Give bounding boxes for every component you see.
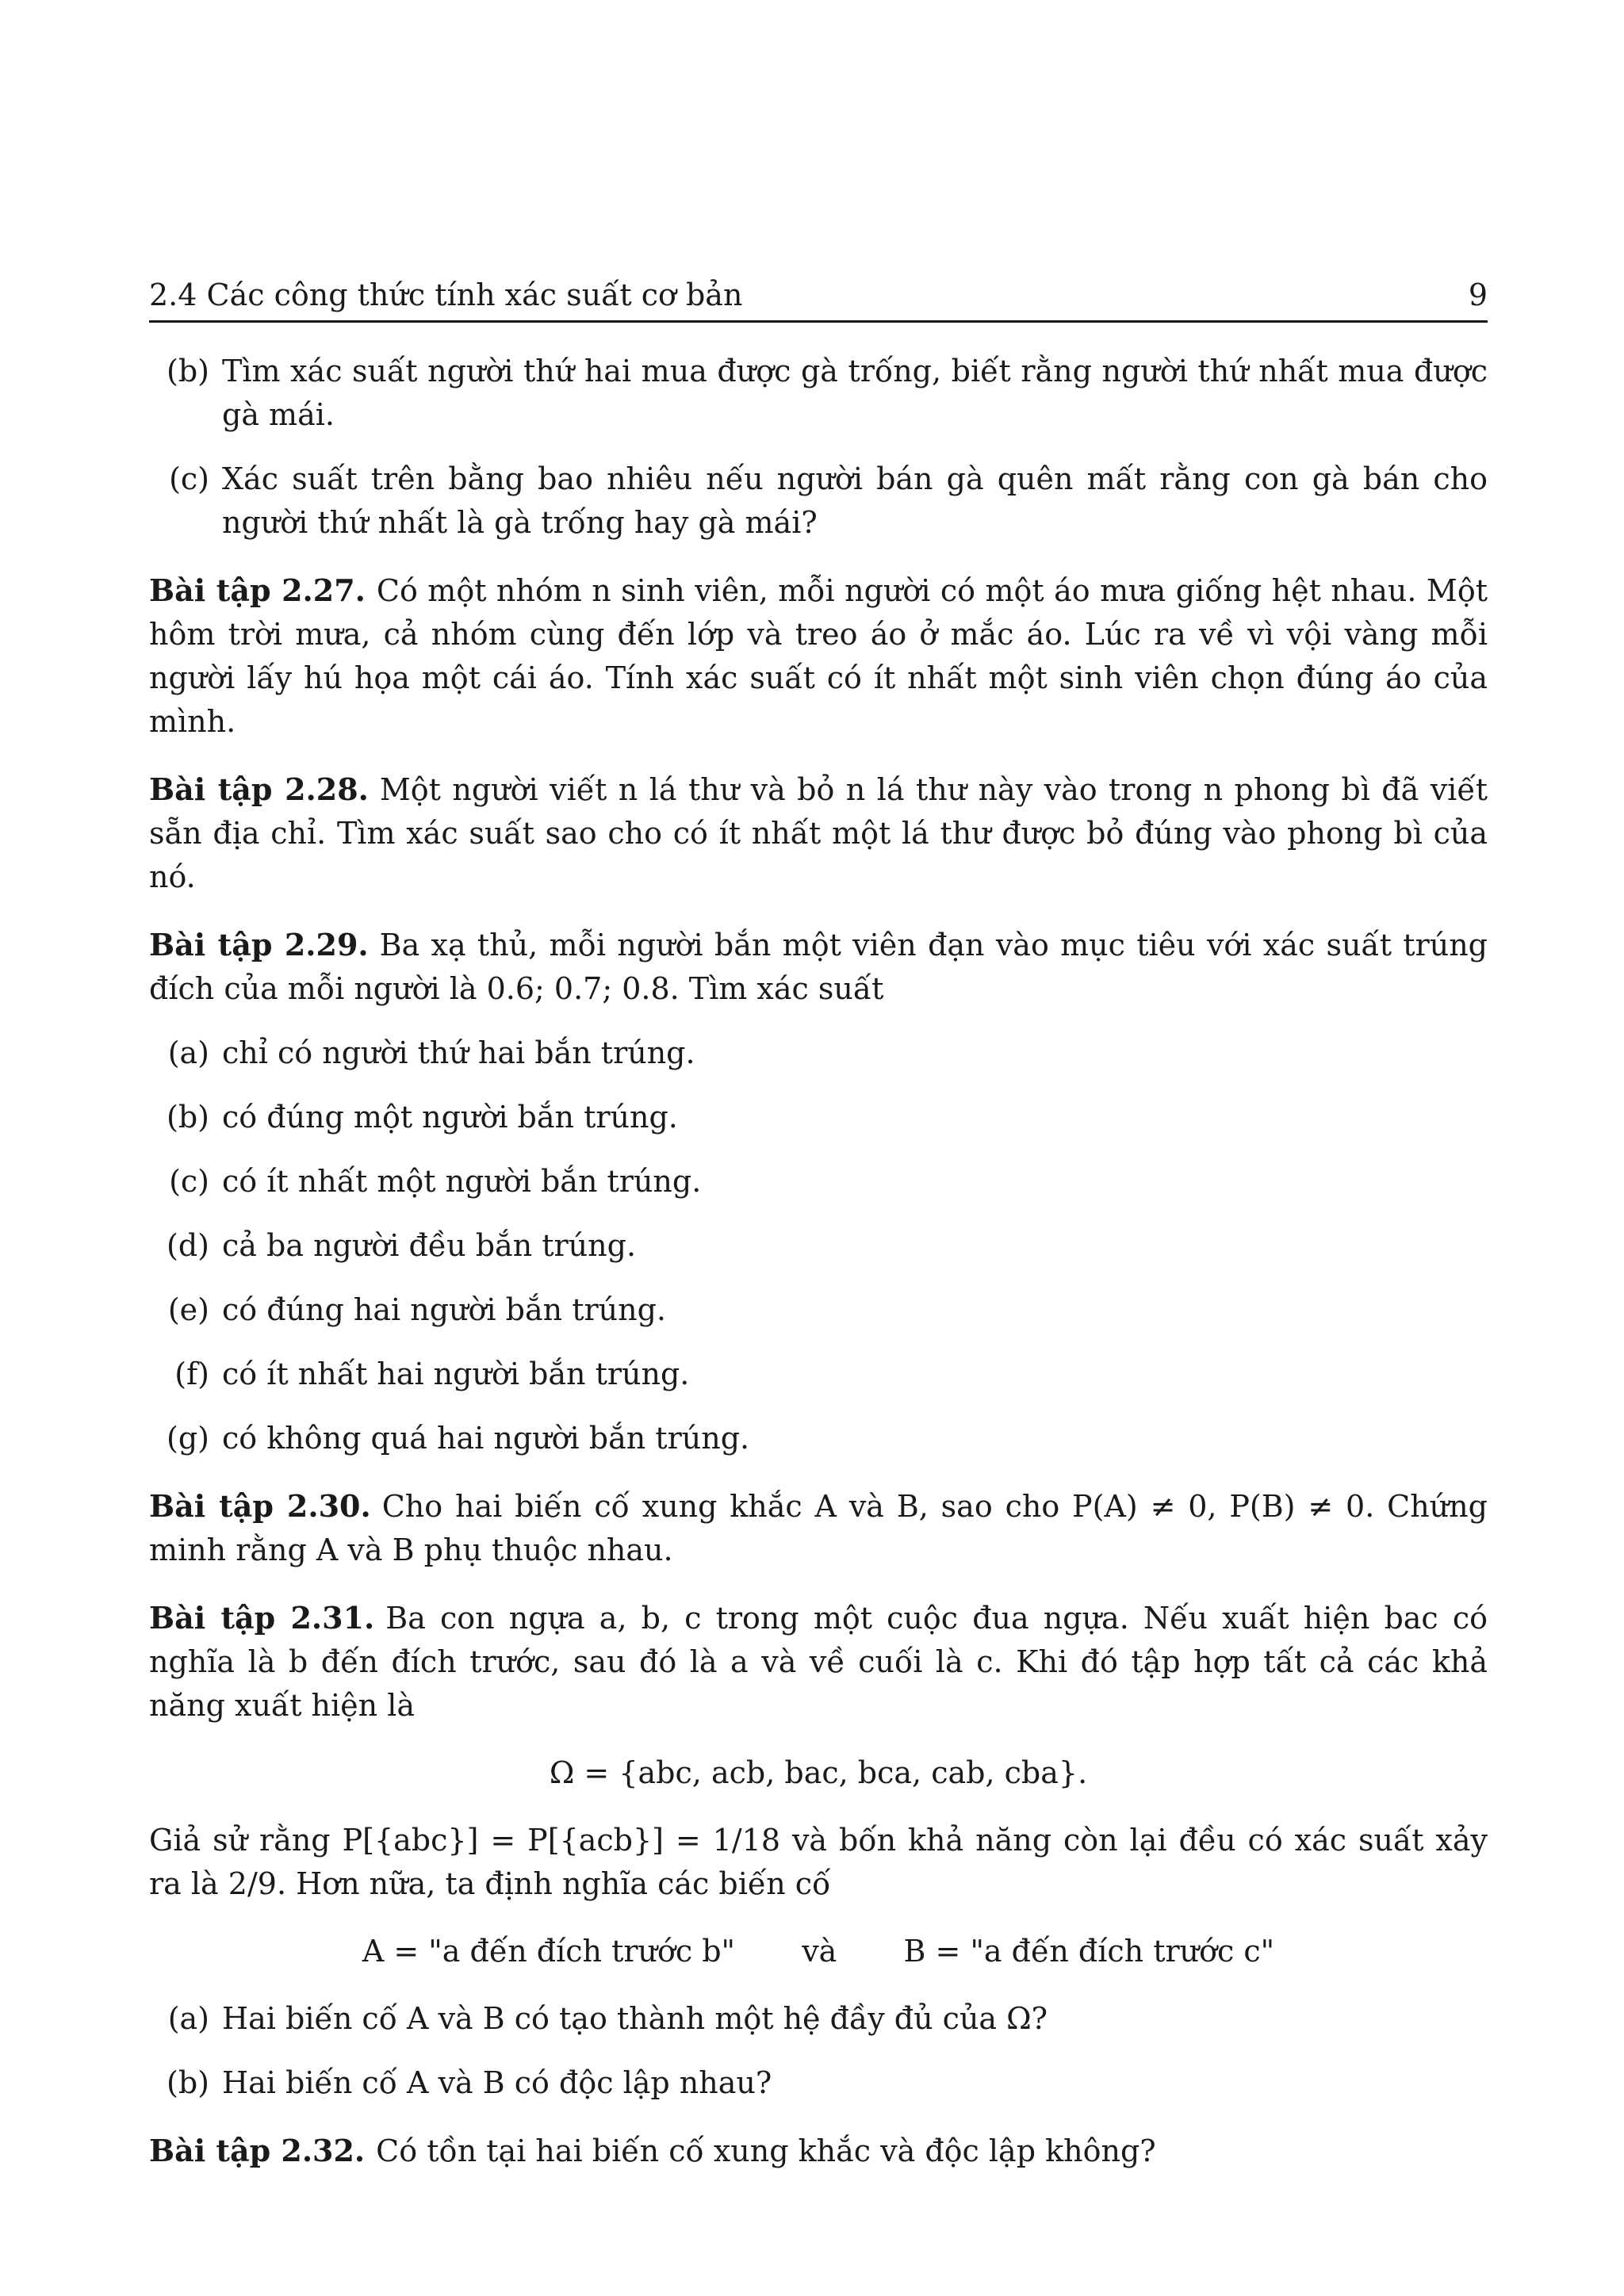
list-item: (a) Hai biến cố A và B có tạo thành một hệ đầy đủ của Ω? xyxy=(167,2001,1048,2036)
list-item: (a) chỉ có người thứ hai bắn trúng. xyxy=(167,1035,695,1070)
list-item: (b) Hai biến cố A và B có độc lập nhau? xyxy=(167,2065,772,2100)
list-item: (e) có đúng hai người bắn trúng. xyxy=(167,1292,666,1327)
page-number: 9 xyxy=(1468,277,1488,312)
list-item: (f) có ít nhất hai người bắn trúng. xyxy=(174,1357,690,1391)
page xyxy=(149,277,1488,2173)
list-item: (b) có đúng một người bắn trúng. xyxy=(167,1100,678,1135)
event-b-definition: B = "a đến đích trước c" xyxy=(903,1934,1275,1969)
exercise-2-27: Bài tập 2.27. Có một nhóm n sinh viên, mỗi người có một áo mưa giống hệt nhau. Một hôm trời mưa, cả nhóm cùng đến lớp và treo áo ở mắc áo. Lúc ra về vì vội vàng mỗi người lấy hú họa một cái áo. Tính xác suất có ít nhất một sinh viên chọn đúng áo của mình. xyxy=(149,572,1488,739)
event-definitions xyxy=(149,1930,1488,1973)
section-title: 2.4 Các công thức tính xác suất cơ bản xyxy=(149,277,743,312)
list-item: (c) Xác suất trên bằng bao nhiêu nếu người bán gà quên mất rằng con gà bán cho người thứ nhất là gà trống hay gà mái? xyxy=(169,461,1488,540)
list-item: (b) Tìm xác suất người thứ hai mua được gà trống, biết rằng người thứ nhất mua được gà mái. xyxy=(167,354,1488,432)
list-item: (c) có ít nhất một người bắn trúng. xyxy=(169,1164,702,1199)
exercise-2-30: Bài tập 2.30. Cho hai biến cố xung khắc A và B, sao cho P(A) ≠ 0, P(B) ≠ 0. Chứng minh rằng A và B phụ thuộc nhau. xyxy=(149,1488,1488,1567)
exercise-2-31-text: Giả sử rằng P[{abc}] = P[{acb}] = 1/18 và bốn khả năng còn lại đều có xác suất xảy ra là 2/9. Hơn nữa, ta định nghĩa các biến cố xyxy=(149,1823,1488,1901)
page-content xyxy=(149,350,1488,2173)
exercise-2-32: Bài tập 2.32. Có tồn tại hai biến cố xung khắc và độc lập không? xyxy=(149,2133,1156,2168)
list-item: (d) cả ba người đều bắn trúng. xyxy=(167,1228,637,1263)
exercise-2-29-items xyxy=(149,1031,1488,1460)
exercise-2-28: Bài tập 2.28. Một người viết n lá thư và bỏ n lá thư này vào trong n phong bì đã viết sẵn địa chỉ. Tìm xác suất sao cho có ít nhất một lá thư được bỏ đúng vào phong bì của nó. xyxy=(149,771,1488,894)
event-a-definition: A = "a đến đích trước b" xyxy=(362,1934,736,1969)
omega-equation: Ω = {abc, acb, bac, bca, cab, cba}. xyxy=(549,1755,1088,1790)
list-item: (g) có không quá hai người bắn trúng. xyxy=(167,1421,750,1456)
exercise-2-31-items xyxy=(149,1997,1488,2105)
definition-separator: và xyxy=(802,1934,837,1969)
running-header xyxy=(149,277,1488,323)
exercise-2-31: Bài tập 2.31. Ba con ngựa a, b, c trong một cuộc đua ngựa. Nếu xuất hiện bac có nghĩa là b đến đích trước, sau đó là a và về cuối là c. Khi đó tập hợp tất cả các khả năng xuất hiện là xyxy=(149,1600,1488,1723)
exercise-2-29: Bài tập 2.29. Ba xạ thủ, mỗi người bắn một viên đạn vào mục tiêu với xác suất trúng đích của mỗi người là 0.6; 0.7; 0.8. Tìm xác suất xyxy=(149,927,1488,1006)
